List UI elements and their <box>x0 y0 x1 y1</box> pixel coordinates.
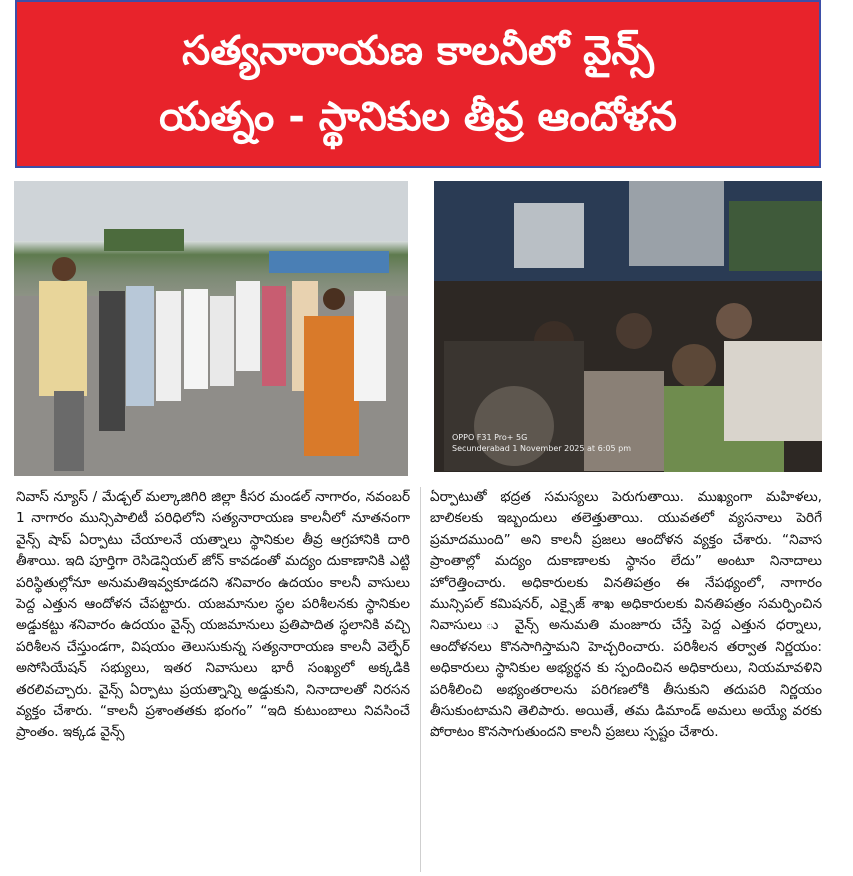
column-divider <box>420 487 421 872</box>
photo-colony-residents-gathering <box>14 181 408 476</box>
article-column-right <box>430 487 822 744</box>
headline-line-2: యత్నం - స్థానికుల తీవ్ర ఆందోళన <box>159 94 677 140</box>
photo-night-protest-crowd <box>434 181 822 472</box>
article-text-right: ఏర్పాటుతో భద్రత సమస్యలు పెరుగుతాయి. ముఖ్యంగా మహిళలు, బాలికలకు ఇబ్బందులు తలెత్తుతాయి. యువతలో వ్యసనాలు పెరిగే ప్రమాదముంది” అని కాలనీ ప్రజలు ఆందోళన వ్యక్తం చేశారు. “నివాస ప్రాంతాల్లో మద్యం దుకాణాలకు స్థానం లేదు” అంటూ నినాదాలు హోరెత్తించారు. అధికారులకు వినతిపత్రం ఈ నేపథ్యంలో, నాగారం మున్సిపల్ కమిషనర్, ఎక్సైజ్ శాఖ అధికారులకు వినతిపత్రం సమర్పించిన నివాసులు ు వైన్స్ అనుమతి మంజూరు చేస్తే పెద్ద ఎత్తున ధర్నాలు, ఆందోళనలు కొనసాగిస్తామని హెచ్చరించారు. పరిశీలన తర్వాత నిర్ణయం: అధికారులు స్థానికుల అభ్యర్థన కు స్పందించిన అధికారులు, నియమావళిని పరిశీలించి అభ్యంతరాలను పరిగణలోకి తీసుకుని తదుపరి నిర్ణయం తీసుకుంటామని తెలిపారు. అయితే, తమ డిమాండ్ అమలు అయ్యే వరకు పోరాటం కొనసాగుతుందని కాలనీ ప్రజలు స్పష్టం చేశారు. <box>430 489 822 741</box>
photo-camera-watermark <box>452 432 631 454</box>
location-timestamp-label: Secunderabad 1 November 2025 at 6:05 pm <box>452 444 631 453</box>
photo-people-group-illustration <box>14 181 408 476</box>
camera-model-label: OPPO F31 Pro+ 5G <box>452 433 528 442</box>
article-text-left: నివాస్ న్యూస్ / మేడ్చల్ మల్కాజిగిరి జిల్లా కీసర మండల్ నాగారం, నవంబర్ 1 నాగారం మున్సిపాలిటీ పరిధిలోని సత్యనారాయణ కాలనీలో నూతనంగా వైన్స్ షాప్ ఏర్పాటు చేయాలనే యత్నాలు స్థానికుల తీవ్ర ఆగ్రహానికి దారి తీశాయి. ఇది పూర్తిగా రెసిడెన్షియల్ జోన్ కావడంతో మద్యం దుకాణానికి ఎట్టి పరిస్థితుల్లోనూ అనుమతిఇవ్వకూడదని శనివారం ఉదయం కాలనీ వాసులు పెద్ద ఎత్తున ఆందోళన చేపట్టారు. యజమానుల స్థల పరిశీలనకు స్థానికుల అడ్డుకట్టు శనివారం ఉదయం వైన్స్ యజమానులు ప్రతిపాదిత స్థలానికి వచ్చి పరిశీలన చేస్తుండగా, విషయం తెలుసుకున్న సత్యనారాయణ కాలనీ వెల్ఫేర్ అసోసియేషన్ సభ్యులు, ఇతర నివాసులు భారీ సంఖ్యలో అక్కడికి తరలివచ్చారు. వైన్స్ ఏర్పాటు ప్రయత్నాన్ని అడ్డుకుని, నినాదాలతో నిరసన వ్యక్తం చేశారు. “కాలనీ ప్రశాంతతకు భంగం” “ఇది కుటుంబాలు నివసించే ప్రాంతం. ఇక్కడ వైన్స్ <box>16 489 410 741</box>
headline-banner <box>15 0 821 168</box>
photo-crowd-illustration <box>434 181 822 472</box>
article-column-left <box>16 487 410 744</box>
headline-line-1: సత్యనారాయణ కాలనీలో వైన్స్ <box>182 28 654 74</box>
